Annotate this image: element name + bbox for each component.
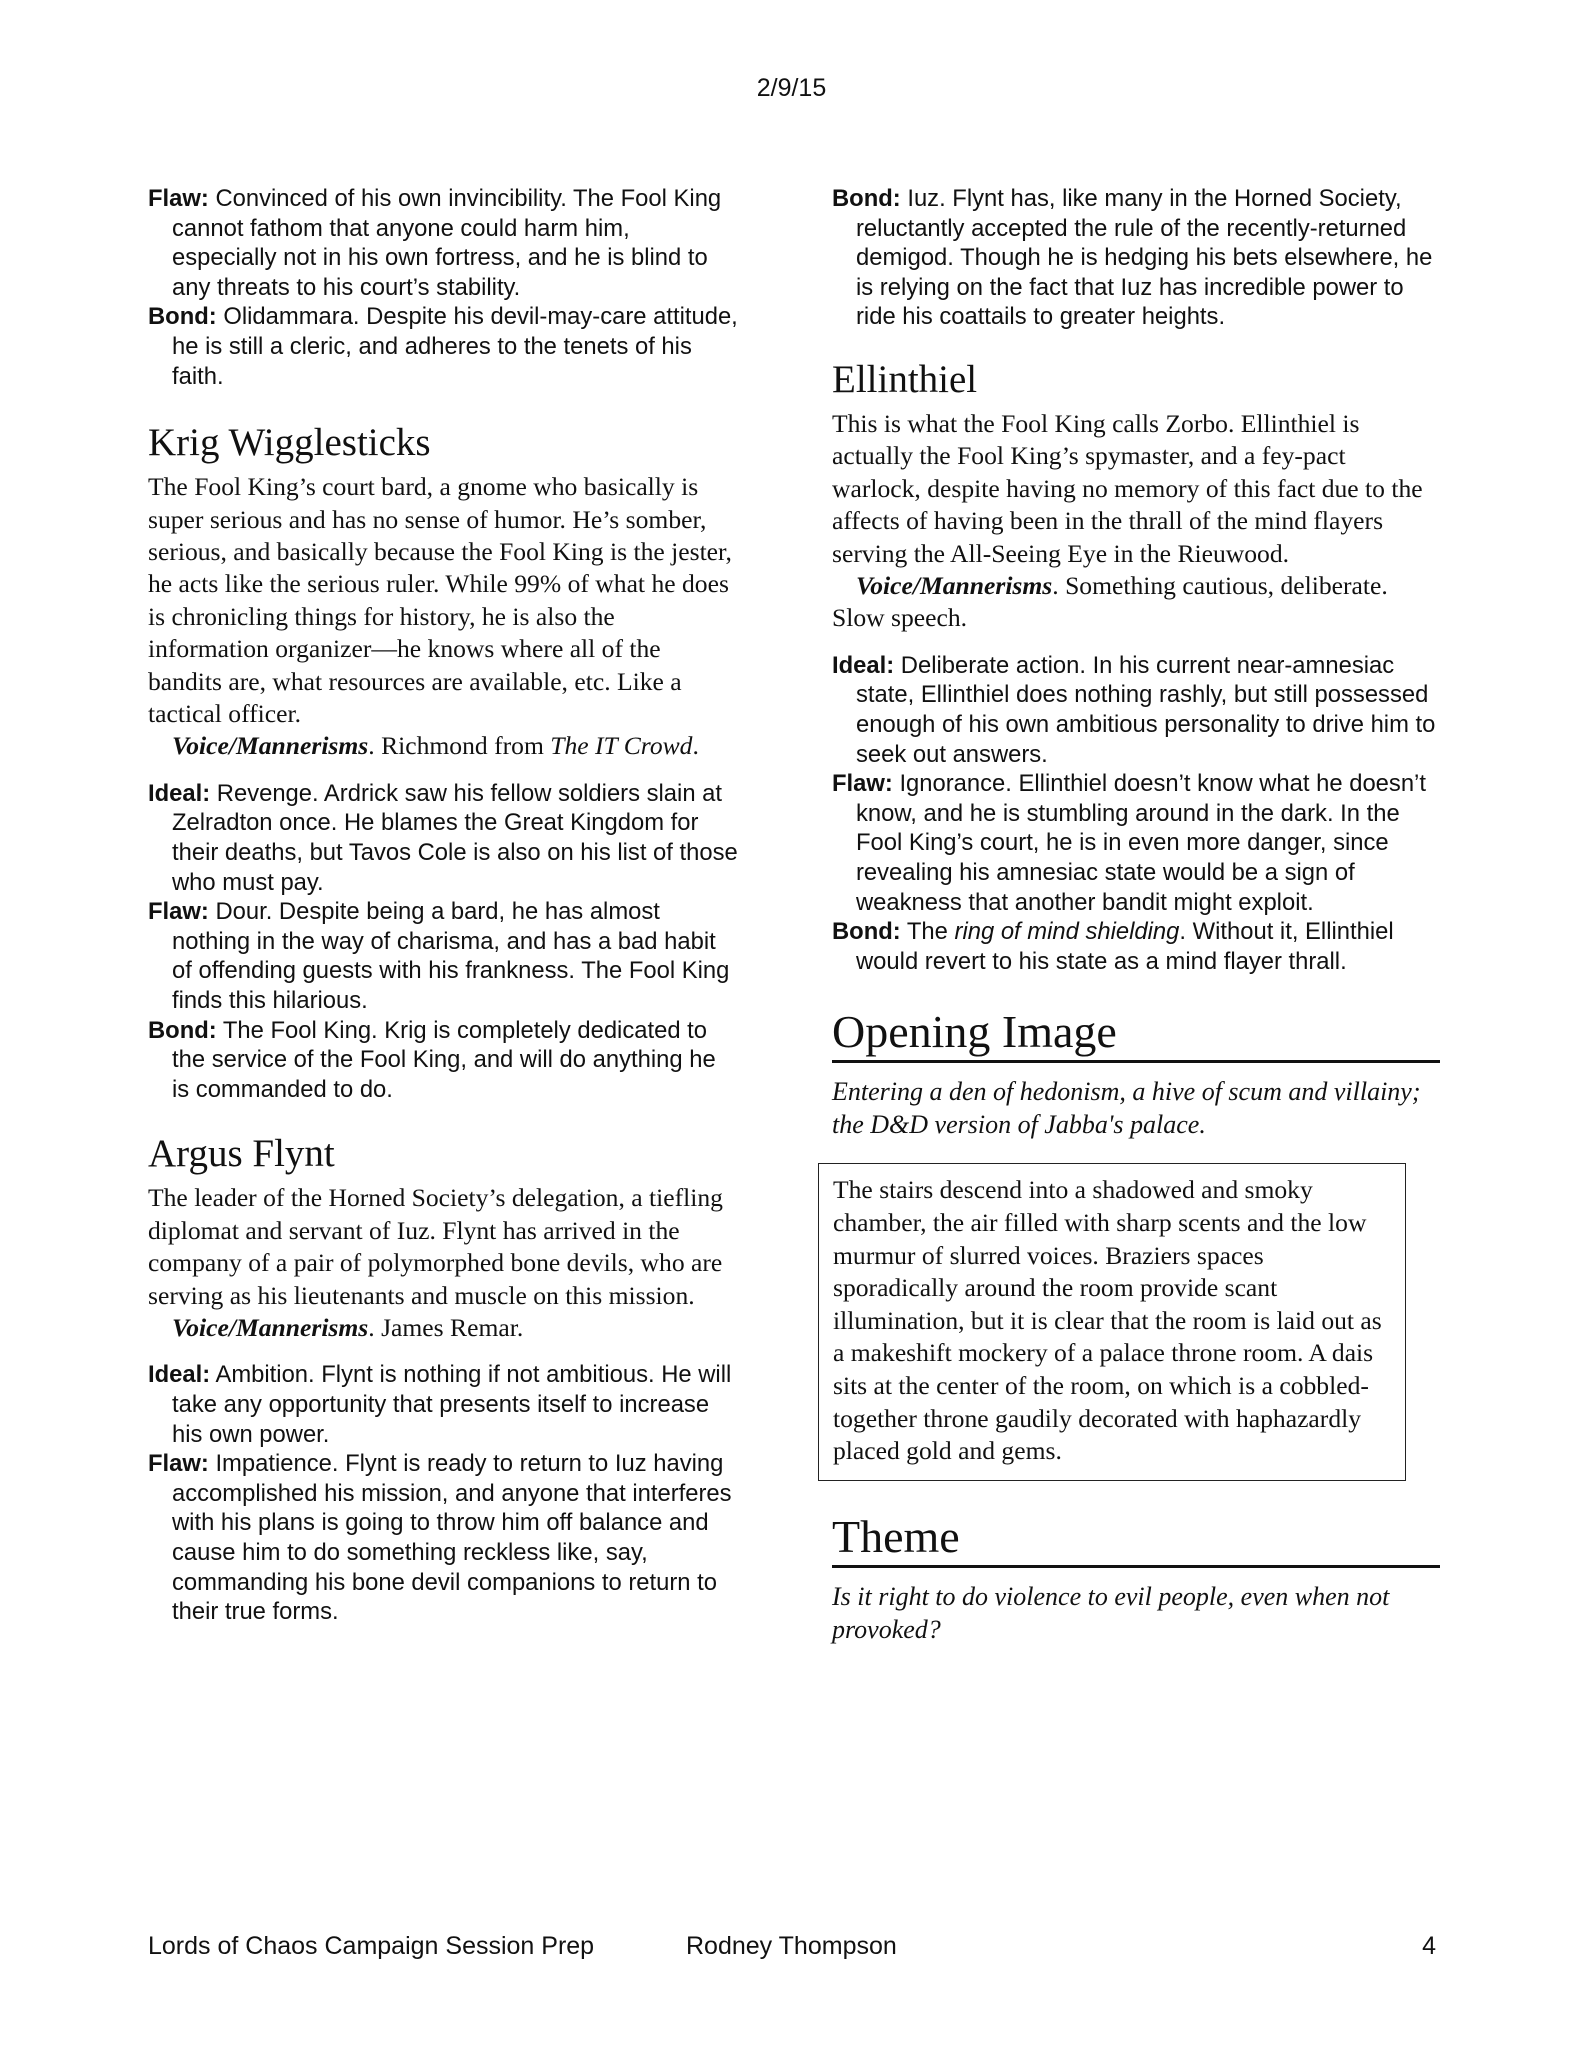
- ellinthiel-flaw: Flaw: Ignorance. Ellinthiel doesn’t know what he doesn’t know, and he is stumbling around in the dark. In the Fool King’s court, he is in even more danger, since revealing his amnesiac state would be a sign of weakness that another bandit might exploit.: [832, 770, 1426, 916]
- krig-bond: Bond: The Fool King. Krig is completely dedicated to the service of the Fool King, and will do anything he is commanded to do.: [148, 1016, 716, 1103]
- ellinthiel-bond: Bond: The ring of mind shielding. Without it, Ellinthiel would revert to his state as a mind flayer thrall.: [832, 918, 1394, 975]
- read-aloud-box: The stairs descend into a shadowed and smoky chamber, the air filled with sharp scents and the low murmur of slurred voices. Braziers spaces sporadically around the room provide scant illumination, but it is clear that the room is laid out as a makeshift mockery of a palace throne room. A dais sits at the center of the room, on which is a cobbled-together throne gaudily decorated with haphazardly placed gold and gems.: [818, 1163, 1406, 1480]
- krig-heading: Krig Wigglesticks: [148, 421, 431, 465]
- opening-image-tagline: Entering a den of hedonism, a hive of scum and villainy; the D&D version of Jabba's palace.: [832, 1077, 1421, 1140]
- fool-king-bond: Bond: Olidammara. Despite his devil-may-care attitude, he is still a cleric, and adheres to the tenets of his faith.: [148, 303, 738, 390]
- theme-heading: Theme: [832, 1511, 1440, 1568]
- argus-ideal: Ideal: Ambition. Flynt is nothing if not ambitious. He will take any opportunity that presents itself to increase his own power.: [148, 1361, 732, 1448]
- argus-voice: Voice/Mannerisms. James Remar.: [172, 1312, 524, 1342]
- right-column: [832, 184, 1440, 1646]
- left-column: [148, 184, 738, 1627]
- argus-flaw: Flaw: Impatience. Flynt is ready to return to Iuz having accomplished his mission, and anyone that interferes with his plans is going to throw him off balance and cause him to do something reckless like, say, commanding his bone devil companions to return to their true forms.: [148, 1450, 732, 1626]
- ellinthiel-description: This is what the Fool King calls Zorbo. Ellinthiel is actually the Fool King’s spymaster, and a fey-pact warlock, despite having no memory of this fact due to the affects of having been in the thrall of the mind flayers serving the All-Seeing Eye in the Rieuwood.: [832, 408, 1423, 568]
- argus-description: The leader of the Horned Society’s delegation, a tiefling diplomat and servant of Iuz. Flynt has arrived in the company of a pair of polymorphed bone devils, who are serving as his lieutenants and muscle on this mission.: [148, 1183, 723, 1310]
- ellinthiel-ideal: Ideal: Deliberate action. In his current near-amnesiac state, Ellinthiel does nothing rashly, but still possessed enough of his own ambitious personality to drive him to seek out answers.: [832, 651, 1436, 768]
- page-number: 4: [1422, 1932, 1436, 1960]
- krig-description: The Fool King’s court bard, a gnome who basically is super serious and has no sense of humor. He’s somber, serious, and basically because the Fool King is the jester, he acts like the serious ruler. While 99% of what he does is chronicling things for history, he is also the information organizer—he knows where all of the bandits are, what resources are available, etc. Like a tactical officer.: [148, 472, 732, 728]
- theme-question: Is it right to do violence to evil people, even when not provoked?: [832, 1581, 1390, 1644]
- ellinthiel-voice: Voice/Mannerisms. Something cautious, deliberate. Slow speech.: [832, 571, 1388, 633]
- footer-author: Rodney Thompson: [686, 1932, 897, 1960]
- krig-ideal: Ideal: Revenge. Ardrick saw his fellow soldiers slain at Zelradton once. He blames the Great Kingdom for their deaths, but Tavos Cole is also on his list of those who must pay.: [148, 779, 738, 896]
- header-date: 2/9/15: [756, 74, 827, 102]
- fool-king-flaw: Flaw: Convinced of his own invincibility. The Fool King cannot fathom that anyone could harm him, especially not in his own fortress, and he is blind to any threats to his court’s stability.: [148, 185, 722, 301]
- ellinthiel-heading: Ellinthiel: [832, 357, 978, 401]
- krig-flaw: Flaw: Dour. Despite being a bard, he has almost nothing in the way of charisma, and has a bad habit of offending guests with his frankness. The Fool King finds this hilarious.: [148, 898, 730, 1014]
- footer-title: Lords of Chaos Campaign Session Prep: [148, 1932, 595, 1960]
- krig-voice: Voice/Mannerisms. Richmond from The IT Crowd.: [172, 731, 699, 761]
- argus-heading: Argus Flynt: [148, 1132, 335, 1176]
- opening-image-heading: Opening Image: [832, 1006, 1440, 1063]
- argus-bond: Bond: Iuz. Flynt has, like many in the Horned Society, reluctantly accepted the rule of the recently-returned demigod. Though he is hedging his bets elsewhere, he is relying on the fact that Iuz has incredible power to ride his coattails to greater heights.: [832, 185, 1433, 331]
